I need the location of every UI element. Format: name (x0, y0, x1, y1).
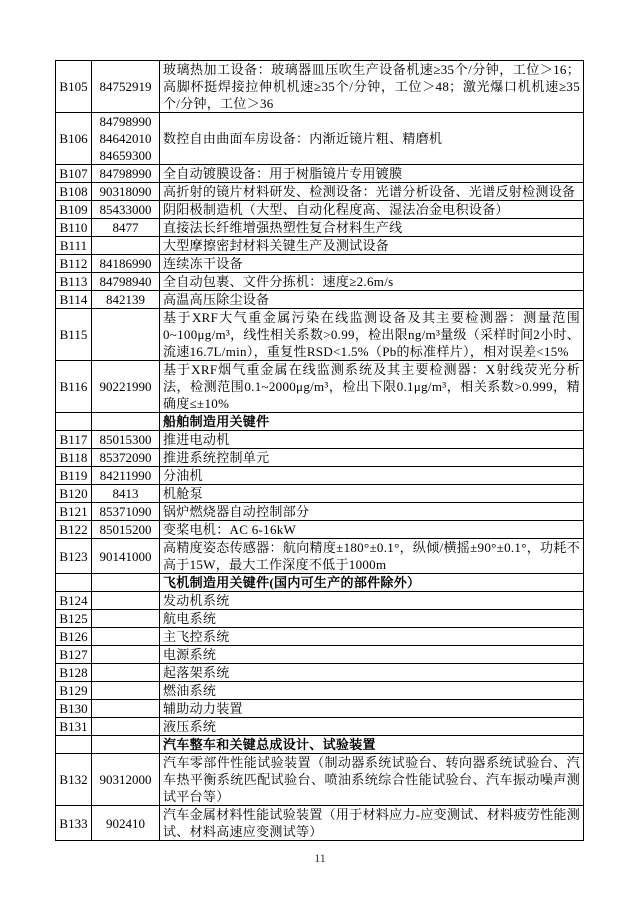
hs-code-cell (92, 521, 160, 539)
section-header-row (56, 413, 584, 431)
table-row (56, 113, 584, 165)
table-row (56, 431, 584, 449)
hs-code: 84798940 (99, 274, 152, 289)
hs-code: 85433000 (99, 202, 152, 217)
item-id-cell: B119 (56, 467, 92, 485)
item-description: 基于XRF大气重金属污染在线监测设备及其主要检测器：测量范围0~100μg/m³，线性相关系数>0.99，检出限ng/m³量级（采样时间2小时、流速16.7L/min），重复性RSD<1.5%（Pb的标准样片），相对误差<15% (160, 309, 584, 361)
hs-code-cell (92, 754, 160, 806)
item-id-cell: B123 (56, 539, 92, 574)
item-description: 汽车零部件性能试验装置（制动器系统试验台、转向器系统试验台、汽车热平衡系统匹配试验台、喷油系统综合性能试验台、汽车振动噪声测试平台等） (160, 754, 584, 806)
hs-code: 84752919 (99, 79, 152, 94)
section-title: 飞机制造用关键件(国内可生产的部件除外） (160, 574, 584, 592)
item-description: 航电系统 (160, 610, 584, 628)
table-row (56, 754, 584, 806)
hs-code: 8477 (112, 220, 139, 235)
item-id-cell: B126 (56, 628, 92, 646)
hs-code: 8413 (112, 486, 139, 501)
item-id-cell: B111 (56, 237, 92, 255)
item-id-cell: B128 (56, 664, 92, 682)
hs-code-cell (92, 113, 160, 165)
item-id-cell: B116 (56, 361, 92, 413)
hs-code-cell (92, 201, 160, 219)
item-id-cell: B118 (56, 449, 92, 467)
hs-code: 85371090 (99, 504, 152, 519)
item-description: 锅炉燃烧器自动控制部分 (160, 503, 584, 521)
hs-code: 84798990 (99, 166, 152, 181)
table-row (56, 646, 584, 664)
table-row (56, 183, 584, 201)
hs-code: 84659300 (99, 148, 152, 163)
table-row (56, 449, 584, 467)
table-row (56, 628, 584, 646)
hs-code-cell (92, 682, 160, 700)
item-id-cell: B129 (56, 682, 92, 700)
table-row (56, 61, 584, 113)
hs-code-cell (92, 183, 160, 201)
item-id-cell: B106 (56, 113, 92, 165)
item-description: 直接法长纤维增强热塑性复合材料生产线 (160, 219, 584, 237)
hs-code: 85015300 (99, 432, 152, 447)
item-description: 高精度姿态传感器：航向精度±180°±0.1°，纵倾/横摇±90°±0.1°，功耗不高于15W，最大工作深度不低于1000m (160, 539, 584, 574)
item-description: 变桨电机：AC 6-16kW (160, 521, 584, 539)
item-description: 液压系统 (160, 718, 584, 736)
item-id-cell (56, 574, 92, 592)
item-description: 分油机 (160, 467, 584, 485)
hs-code: 85015200 (99, 522, 152, 537)
item-id-cell: B113 (56, 273, 92, 291)
table-row (56, 237, 584, 255)
item-description: 机舱泵 (160, 485, 584, 503)
hs-code-cell (92, 664, 160, 682)
hs-code-cell (92, 413, 160, 431)
hs-code: 85372090 (99, 450, 152, 465)
item-id-cell: B131 (56, 718, 92, 736)
item-description: 连续冻干设备 (160, 255, 584, 273)
item-description: 玻璃热加工设备：玻璃器皿压吹生产设备机速≥35个/分钟，工位＞16；高脚杯挺焊接拉伸机机速≥35个/分钟，工位＞48；激光爆口机机速≥35个/分钟，工位＞36 (160, 61, 584, 113)
hs-code: 84186990 (99, 256, 152, 271)
hs-code-cell (92, 592, 160, 610)
item-id-cell: B127 (56, 646, 92, 664)
table-row (56, 201, 584, 219)
item-description: 数控自由曲面车房设备：内渐近镜片粗、精磨机 (160, 113, 584, 165)
item-description: 主飞控系统 (160, 628, 584, 646)
hs-code-cell (92, 700, 160, 718)
item-description: 基于XRF烟气重金属在线监测系统及其主要检测器：X射线荧光分析法，检测范围0.1~2000μg/m³，检出下限0.1μg/m³，相关系数>0.999，精确度≤±10% (160, 361, 584, 413)
item-description: 全自动镀膜设备：用于树脂镜片专用镀膜 (160, 165, 584, 183)
hs-code: 90318090 (99, 184, 152, 199)
item-description: 大型摩擦密封材料关键生产及测试设备 (160, 237, 584, 255)
item-id-cell (56, 413, 92, 431)
hs-code: 84211990 (99, 468, 152, 483)
hs-code-cell (92, 736, 160, 754)
item-description: 汽车金属材料性能试验装置（用于材料应力-应变测试、材料疲劳性能测试、材料高速应变测试等） (160, 806, 584, 841)
hs-code-cell (92, 291, 160, 309)
item-id-cell (56, 736, 92, 754)
table-row (56, 219, 584, 237)
item-id-cell: B115 (56, 309, 92, 361)
hs-code: 90221990 (99, 379, 152, 394)
hs-code-cell (92, 165, 160, 183)
item-id-cell: B120 (56, 485, 92, 503)
item-id-cell: B114 (56, 291, 92, 309)
hs-code-cell (92, 646, 160, 664)
item-description: 推进系统控制单元 (160, 449, 584, 467)
item-description: 高折射的镜片材料研发、检测设备：光谱分析设备、光谱反射检测设备 (160, 183, 584, 201)
item-description: 发动机系统 (160, 592, 584, 610)
hs-code: 90312000 (99, 772, 152, 787)
hs-code-cell (92, 61, 160, 113)
item-id-cell: B110 (56, 219, 92, 237)
item-id-cell: B108 (56, 183, 92, 201)
item-description: 阴阳极制造机（大型、自动化程度高、湿法冶金电积设备） (160, 201, 584, 219)
table-row (56, 361, 584, 413)
hs-code: 90141000 (99, 548, 152, 564)
item-description: 燃油系统 (160, 682, 584, 700)
item-id-cell: B124 (56, 592, 92, 610)
item-description: 推进电动机 (160, 431, 584, 449)
hs-code-cell (92, 273, 160, 291)
table-row (56, 291, 584, 309)
table-row (56, 485, 584, 503)
item-description: 起落架系统 (160, 664, 584, 682)
hs-code-cell (92, 806, 160, 841)
hs-code-cell (92, 255, 160, 273)
hs-code-cell (92, 485, 160, 503)
item-id-cell: B117 (56, 431, 92, 449)
item-description: 辅助动力装置 (160, 700, 584, 718)
item-description: 电源系统 (160, 646, 584, 664)
hs-code-cell (92, 237, 160, 255)
table-row (56, 309, 584, 361)
item-id-cell: B121 (56, 503, 92, 521)
item-id-cell: B133 (56, 806, 92, 841)
table-row (56, 682, 584, 700)
hs-code: 84642010 (99, 131, 152, 146)
table-row (56, 165, 584, 183)
section-header-row (56, 574, 584, 592)
table-row (56, 610, 584, 628)
product-table-body (56, 61, 584, 841)
table-row (56, 521, 584, 539)
item-id-cell: B112 (56, 255, 92, 273)
item-id-cell: B109 (56, 201, 92, 219)
table-row (56, 806, 584, 841)
product-table (55, 60, 584, 841)
item-id-cell: B107 (56, 165, 92, 183)
hs-code: 842139 (106, 292, 145, 307)
hs-code-cell (92, 610, 160, 628)
table-row (56, 664, 584, 682)
table-row (56, 255, 584, 273)
hs-code-cell (92, 449, 160, 467)
hs-code-cell (92, 361, 160, 413)
item-description: 全自动包裹、文件分拣机：速度≥2.6m/s (160, 273, 584, 291)
hs-code-cell (92, 503, 160, 521)
hs-code-cell (92, 431, 160, 449)
hs-code: 84798990 (99, 114, 152, 129)
section-title: 船舶制造用关键件 (160, 413, 584, 431)
table-row (56, 467, 584, 485)
item-description: 高温高压除尘设备 (160, 291, 584, 309)
hs-code-cell (92, 467, 160, 485)
item-id-cell: B105 (56, 61, 92, 113)
table-row (56, 718, 584, 736)
hs-code-cell (92, 219, 160, 237)
hs-code-cell (92, 628, 160, 646)
section-header-row (56, 736, 584, 754)
hs-code-cell (92, 539, 160, 574)
hs-code-cell (92, 309, 160, 361)
hs-code-cell (92, 574, 160, 592)
table-row (56, 700, 584, 718)
table-row (56, 273, 584, 291)
section-title: 汽车整车和关键总成设计、试验装置 (160, 736, 584, 754)
table-row (56, 503, 584, 521)
item-id-cell: B132 (56, 754, 92, 806)
item-id-cell: B130 (56, 700, 92, 718)
table-row (56, 592, 584, 610)
table-row (56, 539, 584, 574)
hs-code: 902410 (106, 815, 145, 831)
item-id-cell: B122 (56, 521, 92, 539)
hs-code-cell (92, 718, 160, 736)
page-number: 11 (314, 851, 326, 865)
item-id-cell: B125 (56, 610, 92, 628)
